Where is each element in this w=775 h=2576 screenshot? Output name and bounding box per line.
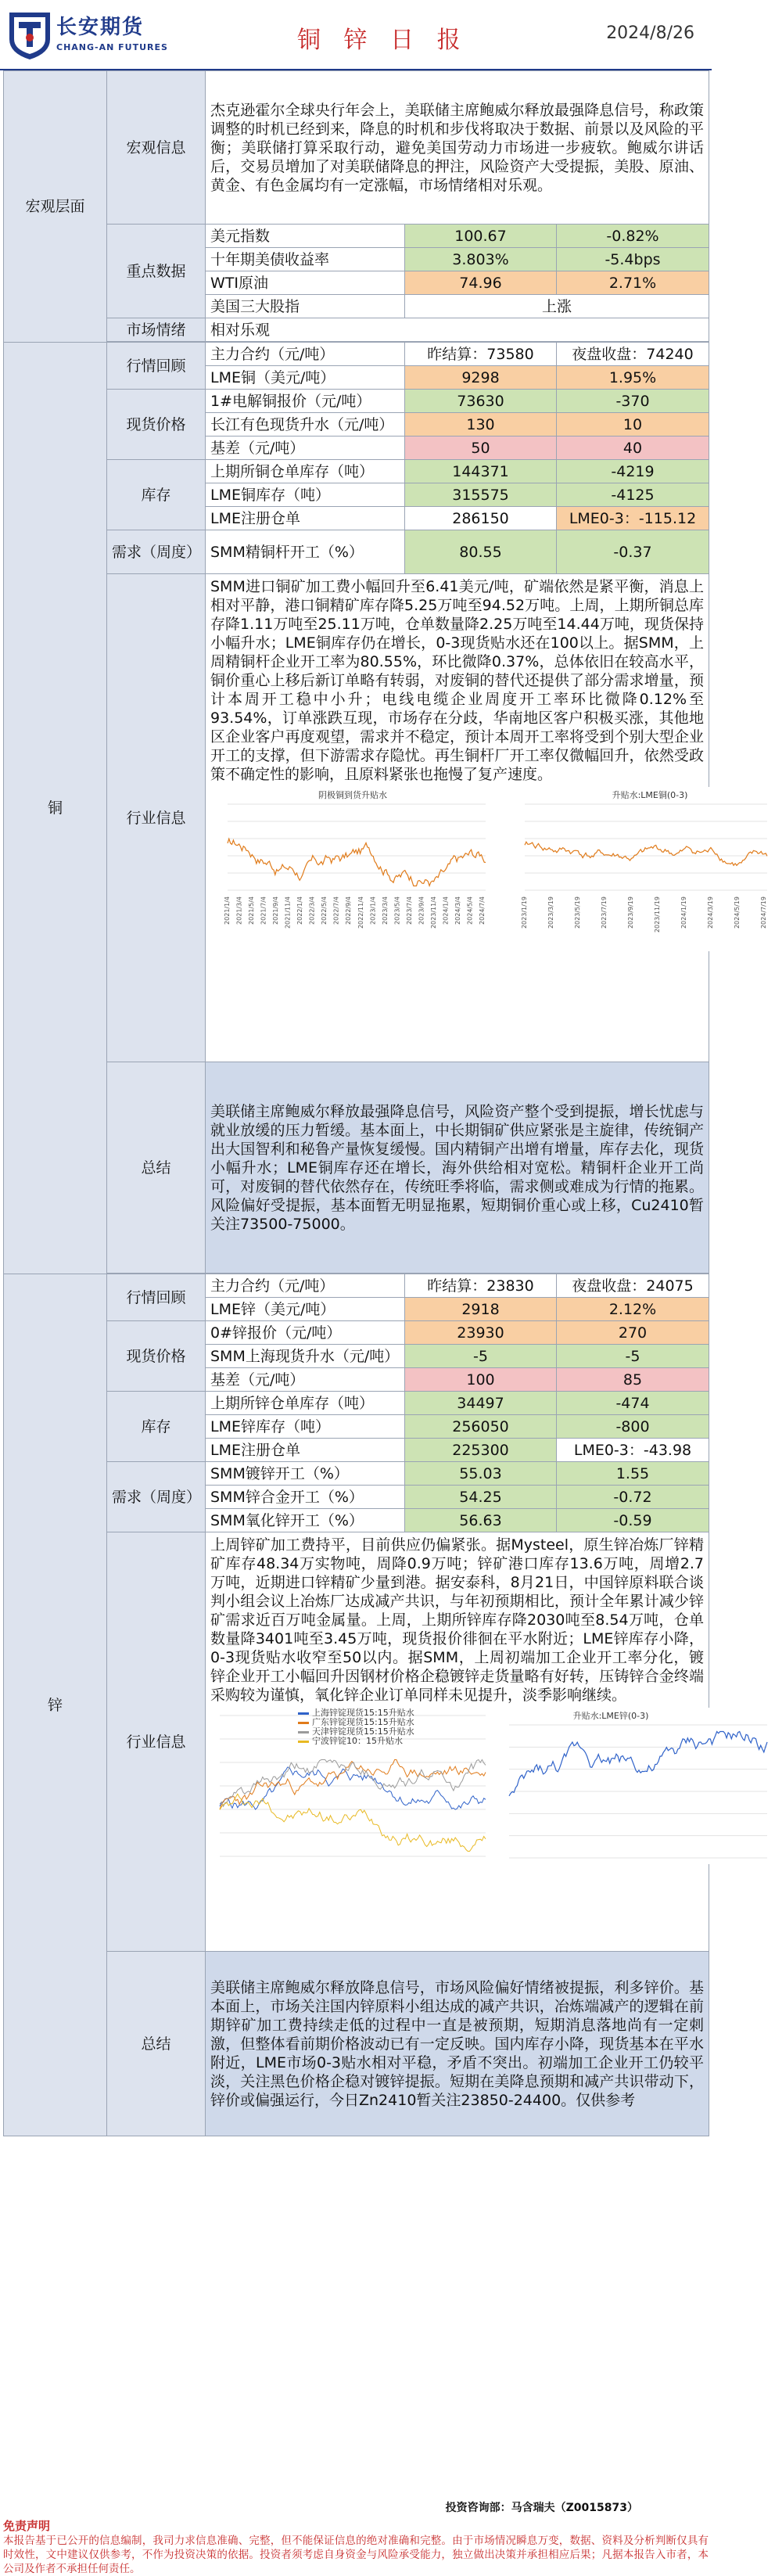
- chart-x-tick: 2023/7/19: [601, 896, 608, 929]
- key-data-change: -5.4bps: [557, 248, 709, 271]
- zinc-industry-text: 上周锌矿加工费持平，目前供应仍偏紧张。据Mysteel，原生锌冶炼厂锌精矿库存48.34万实物吨，周降0.9万吨；锌矿港口库存13.6万吨，周增2.7万吨，近期进口锌精矿少量到港。据安泰科，8月21日，中国锌原料联合谈判小组会议上冶炼厂达成减产共识，与年初预期相比，预计全年累计减少锌矿需求近百万吨金属量。上周，上期所锌库存降2030吨至8.54万吨，仓单数量降3401吨至3.45万吨，现货报价徘徊在平水附近；LME锌库存小降，0-3现货贴水收窄至50以内。据SMM，上周初端加工企业开工率分化，镀锌企业开工小幅回升因钢材价格企稳镀锌走货量略有好转，压铸锌合金终端采购较为谨慎，氧化锌企业订单同样未见提升，淡季影响继续。: [210, 1536, 704, 1704]
- chart-title: 升贴水:LME铜(0-3): [612, 790, 688, 800]
- copper-industry-cell: [206, 574, 767, 1062]
- copper-inventory-label: 库存: [107, 460, 206, 530]
- chart-x-tick: 2023/5/4: [393, 896, 401, 925]
- zinc-charts: [210, 1705, 704, 1867]
- chart-x-tick: 2024/3/4: [454, 896, 461, 925]
- chart-x-tick: 2024/3/19: [707, 896, 714, 929]
- inventory-value: 225300: [405, 1439, 557, 1462]
- demand-value: 54.25: [405, 1486, 557, 1509]
- zinc-summary-text: 美联储主席鲍威尔释放降息信号，市场风险偏好情绪被提振，利多锌价。基本面上，市场关注国内锌原料小组达成的减产共识，冶炼端减产的逻辑在前期锌矿加工费持续走低的过程中一直是被预期，短期消息落地尚有一定刺激，但整体看前期价格波动已有一定反映。国内库存小降，现货基本在平水附近，LME市场0-3贴水相对平稳，矛盾不突出。初端加工企业开工仍较平淡，关注黑色价格企稳对镀锌提振。短期在美降息预期和减产共识带动下，锌价或偏强运行，今日Zn2410暂关注23850-24400。仅供参考: [206, 1952, 709, 2136]
- review-name: 主力合约（元/吨）: [206, 1274, 405, 1298]
- chart-series-line: [525, 842, 767, 865]
- chart-x-tick: 2022/3/4: [308, 896, 316, 925]
- review-change: 夜盘收盘：24075: [557, 1274, 709, 1298]
- chart-x-tick: 2022/7/4: [332, 896, 340, 925]
- chart-x-tick: 2022/11/4: [357, 896, 364, 929]
- demand-name: SMM氧化锌开工（%）: [206, 1509, 405, 1532]
- review-value: 昨结算：73580: [405, 343, 557, 366]
- chart-x-tick: 2024/7/19: [760, 896, 767, 929]
- review-change: 夜盘收盘：74240: [557, 343, 709, 366]
- zinc-industry-label: 行业信息: [107, 1532, 206, 1952]
- key-data-name: WTI原油: [206, 271, 405, 295]
- chart-x-tick: 2024/1/4: [442, 896, 450, 925]
- inventory-name: LME注册仓单: [206, 1439, 405, 1462]
- chart-x-tick: 2024/1/19: [680, 896, 687, 929]
- inventory-value: 286150: [405, 507, 557, 530]
- disclaimer-title: 免责声明: [3, 2519, 51, 2533]
- spot-change: 10: [557, 413, 709, 437]
- chart-title: 升贴水:LME锌(0-3): [572, 1711, 649, 1721]
- chart-x-tick: 2023/3/19: [547, 896, 554, 929]
- inventory-name: LME注册仓单: [206, 507, 405, 530]
- chart-series-line: [228, 839, 486, 886]
- copper-demand-label: 需求（周度）: [107, 530, 206, 574]
- copper-spot-premium-chart: [212, 787, 493, 951]
- chart-x-tick: 2024/5/19: [734, 896, 741, 929]
- chart-x-tick: 2023/1/19: [521, 896, 528, 929]
- demand-name: SMM镀锌开工（%）: [206, 1462, 405, 1486]
- chart-x-tick: 2024/5/4: [466, 896, 474, 925]
- zinc-lme-spread-chart: [493, 1708, 775, 1864]
- spot-name: SMM上海现货升水（元/吨）: [206, 1345, 405, 1368]
- copper-industry-label: 行业信息: [107, 574, 206, 1062]
- report-footer: [3, 2498, 709, 2576]
- spot-name: 0#锌报价（元/吨）: [206, 1321, 405, 1345]
- chart-x-tick: 2023/5/19: [574, 896, 581, 929]
- zinc-spot-label: 现货价格: [107, 1321, 206, 1392]
- review-value: 昨结算：23830: [405, 1274, 557, 1298]
- macro-info-label: 宏观信息: [107, 71, 206, 225]
- spot-value: 100: [405, 1368, 557, 1392]
- legend-entry: 天津锌锭现货15:15升贴水: [312, 1726, 414, 1737]
- chart-x-tick: 2021/7/4: [260, 896, 267, 925]
- chart-x-tick: 2021/5/4: [248, 896, 256, 925]
- chart-title: 阴极铜到货升贴水: [318, 790, 387, 800]
- key-data-value: 3.803%: [405, 248, 557, 271]
- key-data-change: 2.71%: [557, 271, 709, 295]
- zinc-review-label: 行情回顾: [107, 1274, 206, 1321]
- inventory-change: LME0-3：-43.98: [557, 1439, 709, 1462]
- chart-x-tick: 2021/1/4: [224, 896, 231, 925]
- inventory-change: -474: [557, 1392, 709, 1415]
- section-zinc: 锌: [4, 1274, 107, 2136]
- demand-change: -0.72: [557, 1486, 709, 1509]
- copper-lme-spread-chart: [493, 787, 775, 951]
- key-data-name: 美元指数: [206, 225, 405, 248]
- spot-name: 1#电解铜报价（元/吨）: [206, 390, 405, 413]
- report-date: 2024/8/26: [606, 23, 694, 43]
- spot-change: -370: [557, 390, 709, 413]
- chart-series-line: [509, 1732, 767, 1796]
- chart-x-tick: 2021/9/4: [272, 896, 280, 925]
- spot-value: 73630: [405, 390, 557, 413]
- key-data-value: 上涨: [405, 295, 709, 318]
- chart-x-tick: 2023/11/4: [429, 896, 437, 929]
- spot-name: 基差（元/吨）: [206, 437, 405, 460]
- report-header: [0, 0, 712, 70]
- inventory-value: 256050: [405, 1415, 557, 1439]
- chart-gridlines: [525, 804, 767, 890]
- chart-x-tick: 2023/9/4: [418, 896, 425, 925]
- review-name: LME铜（美元/吨）: [206, 366, 405, 390]
- inventory-name: 上期所锌仓单库存（吨）: [206, 1392, 405, 1415]
- chart-gridlines: [509, 1725, 767, 1858]
- review-name: LME锌（美元/吨）: [206, 1298, 405, 1321]
- demand-change: -0.59: [557, 1509, 709, 1532]
- review-change: 2.12%: [557, 1298, 709, 1321]
- chart-x-ticks: [521, 896, 767, 932]
- demand-name: SMM锌合金开工（%）: [206, 1486, 405, 1509]
- chart-x-tick: 2021/11/4: [284, 896, 292, 929]
- spot-change: 270: [557, 1321, 709, 1345]
- inventory-name: 上期所铜仓单库存（吨）: [206, 460, 405, 483]
- macro-info-text: 杰克逊霍尔全球央行年会上，美联储主席鲍威尔释放最强降息信号，称政策调整的时机已经到来，降息的时机和步伐将取决于数据、前景以及风险的平衡；美联储打算采取行动，避免美国劳动力市场进一步疲软。鲍威尔讲话后，交易员增加了对美联储降息的押注，风险资产大受提振，美股、原油、黄金、有色金属均有一定涨幅，市场情绪相对乐观。: [206, 71, 709, 225]
- chart-x-tick: 2023/9/19: [627, 896, 634, 929]
- copper-review-label: 行情回顾: [107, 343, 206, 390]
- inventory-change: -4219: [557, 460, 709, 483]
- chart-x-tick: 2022/5/4: [321, 896, 328, 925]
- section-macro: 宏观层面: [4, 71, 107, 343]
- copper-charts: [210, 784, 767, 954]
- spot-change: -5: [557, 1345, 709, 1368]
- company-logo-icon: [6, 8, 53, 61]
- demand-value: 56.63: [405, 1509, 557, 1532]
- legend-entry: 广东锌锭现货15:15升贴水: [312, 1717, 414, 1727]
- copper-spot-label: 现货价格: [107, 390, 206, 460]
- chart-x-tick: 2023/1/4: [369, 896, 377, 925]
- key-data-label: 重点数据: [107, 225, 206, 318]
- review-value: 9298: [405, 366, 557, 390]
- zinc-spot-premium-chart: [212, 1708, 493, 1864]
- chart-x-tick: 2023/11/19: [654, 896, 661, 933]
- chart-x-tick: 2023/7/4: [405, 896, 413, 925]
- legend-entry: 宁波锌锭10：15升贴水: [312, 1736, 403, 1746]
- spot-value: 23930: [405, 1321, 557, 1345]
- report-title: 铜 锌 日 报: [297, 27, 468, 54]
- key-data-value: 74.96: [405, 271, 557, 295]
- report-table: [3, 70, 767, 2136]
- demand-value: 55.03: [405, 1462, 557, 1486]
- spot-value: 130: [405, 413, 557, 437]
- inventory-change: LME0-3：-115.12: [557, 507, 709, 530]
- chart-x-tick: 2023/3/4: [381, 896, 389, 925]
- key-data-name: 美国三大股指: [206, 295, 405, 318]
- key-data-name: 十年期美债收益率: [206, 248, 405, 271]
- spot-change: 85: [557, 1368, 709, 1392]
- chart-x-tick: 2021/3/4: [235, 896, 243, 925]
- spot-name: 长江有色现货升水（元/吨）: [206, 413, 405, 437]
- sentiment-label: 市场情绪: [107, 318, 206, 342]
- company-name-en: CHANG-AN FUTURES: [56, 42, 168, 52]
- section-copper: 铜: [4, 343, 107, 1274]
- chart-x-tick: 2022/1/4: [296, 896, 304, 925]
- analyst-line: 投资咨询部：马含瑞夫（Z0015873）: [445, 2502, 638, 2514]
- inventory-name: LME铜库存（吨）: [206, 483, 405, 507]
- chart-x-ticks: [224, 896, 486, 929]
- inventory-value: 315575: [405, 483, 557, 507]
- inventory-change: -800: [557, 1415, 709, 1439]
- chart-x-tick: 2024/7/4: [479, 896, 486, 925]
- spot-change: 40: [557, 437, 709, 460]
- copper-summary-text: 美联储主席鲍威尔释放最强降息信号，风险资产整个受到提振，增长忧虑与就业放缓的压力暂缓。基本面上，中长期铜矿供应紧张是主旋律，传统铜产出大国智利和秘鲁产量恢复缓慢。国内精铜产出增有增量，库存去化，现货小幅升水；LME铜库存还在增长，海外供给相对宽松。精铜杆企业开工尚可，对废铜的替代依然存在，传统旺季将临，需求侧或难成为行情的拖累。风险偏好受提振，基本面暂无明显拖累，短期铜价重心或上移，Cu2410暂关注73500-75000。: [206, 1062, 709, 1274]
- key-data-value: 100.67: [405, 225, 557, 248]
- inventory-name: LME锌库存（吨）: [206, 1415, 405, 1439]
- chart-gridlines: [228, 804, 486, 890]
- spot-name: 基差（元/吨）: [206, 1368, 405, 1392]
- disclaimer-text: 本报告基于已公开的信息编制，我司力求信息准确、完整，但不能保证信息的绝对准确和完整。由于市场情况瞬息万变，数据、资料及分析判断仅具有时效性，文中建议仅供参考，不作为投资决策的依据。投资者须考虑自身资金与风险承受能力，独立做出决策并承担相应后果；凡据本报告入市者，本公司及作者不承担任何责任。: [3, 2535, 709, 2575]
- review-value: 2918: [405, 1298, 557, 1321]
- company-name-cn: 长安期货: [56, 16, 145, 39]
- zinc-summary-label: 总结: [107, 1952, 206, 2136]
- demand-name: SMM精铜杆开工（%）: [206, 530, 405, 574]
- inventory-change: -4125: [557, 483, 709, 507]
- sentiment-value: 相对乐观: [206, 318, 709, 342]
- spot-value: 50: [405, 437, 557, 460]
- spot-value: -5: [405, 1345, 557, 1368]
- legend-entry: 上海锌锭现货15:15升贴水: [312, 1708, 414, 1718]
- zinc-demand-label: 需求（周度）: [107, 1462, 206, 1532]
- review-name: 主力合约（元/吨）: [206, 343, 405, 366]
- chart-series-line: [220, 1760, 486, 1807]
- key-data-change: -0.82%: [557, 225, 709, 248]
- chart-x-tick: 2022/9/4: [345, 896, 353, 925]
- copper-industry-text: SMM进口铜矿加工费小幅回升至6.41美元/吨，矿端依然是紧平衡，消息上相对平静，港口铜精矿库存降5.25万吨至94.52万吨。上周，上期所铜总库存降1.11万吨至25.11万吨，仓单数量降2.25万吨至14.44万吨，现货保持小幅升水；LME铜库存仍在增长，0-3现货贴水还在100以上。据SMM，上周精铜杆企业开工率为80.55%，环比微降0.37%，总体依旧在较高水平，铜价重心上移后新订单略有转弱，对废铜的替代还提供了部分需求增量，预计本周开工稳中小升；电线电缆企业周度开工率环比微降0.12%至93.54%，订单涨跌互现，市场存在分歧，华南地区客户积极买涨，其他地区企业客户再度观望，需求并不稳定，预计本周开工率将受到个别大型企业开工的支撑，但下游需求存隐忧。再生铜杆厂开工率仅微幅回升，依然受政策不确定性的影响，且原料紧张也拖慢了复产速度。: [210, 578, 704, 783]
- demand-change: -0.37: [557, 530, 709, 574]
- inventory-value: 144371: [405, 460, 557, 483]
- zinc-industry-cell: [206, 1532, 709, 1952]
- review-change: 1.95%: [557, 366, 709, 390]
- inventory-value: 34497: [405, 1392, 557, 1415]
- demand-change: 1.55: [557, 1462, 709, 1486]
- copper-summary-label: 总结: [107, 1062, 206, 1274]
- chart-legend: [298, 1707, 414, 1746]
- zinc-inventory-label: 库存: [107, 1392, 206, 1462]
- demand-value: 80.55: [405, 530, 557, 574]
